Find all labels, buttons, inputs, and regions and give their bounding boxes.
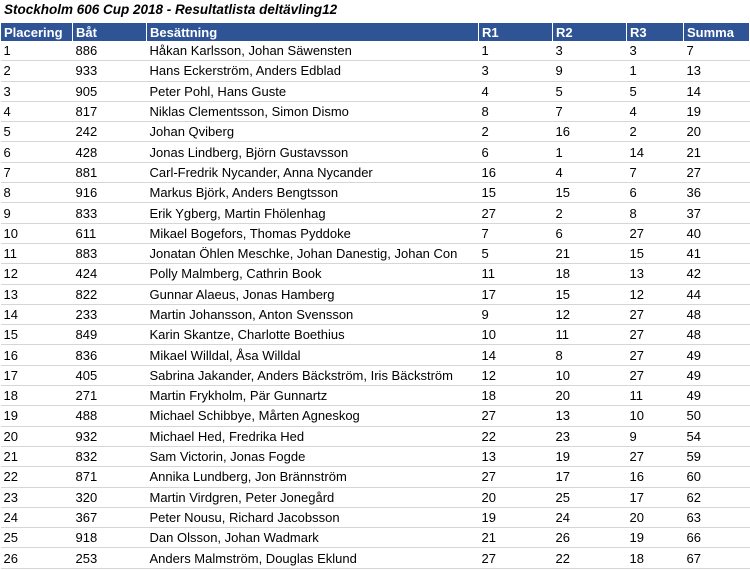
placering-cell: 11 bbox=[1, 243, 73, 263]
table-row bbox=[1, 304, 750, 324]
placering-cell: 23 bbox=[1, 487, 73, 507]
r1-cell: 2 bbox=[479, 122, 553, 142]
table-row bbox=[1, 41, 750, 61]
bat-cell: 933 bbox=[73, 61, 147, 81]
besattning-cell: Carl-Fredrik Nycander, Anna Nycander bbox=[147, 162, 479, 182]
r2-cell: 20 bbox=[553, 386, 627, 406]
r1-cell: 17 bbox=[479, 284, 553, 304]
r2-cell: 23 bbox=[553, 426, 627, 446]
table-row bbox=[1, 162, 750, 182]
bat-cell: 883 bbox=[73, 243, 147, 263]
placering-cell: 21 bbox=[1, 446, 73, 466]
r1-cell: 18 bbox=[479, 386, 553, 406]
table-row bbox=[1, 203, 750, 223]
placering-cell: 13 bbox=[1, 284, 73, 304]
r3-cell: 27 bbox=[627, 304, 684, 324]
placering-cell: 24 bbox=[1, 507, 73, 527]
r3-cell: 16 bbox=[627, 467, 684, 487]
results-body bbox=[1, 41, 750, 568]
r2-cell: 18 bbox=[553, 264, 627, 284]
r2-cell: 24 bbox=[553, 507, 627, 527]
table-row bbox=[1, 122, 750, 142]
placering-cell: 3 bbox=[1, 81, 73, 101]
besattning-cell: Karin Skantze, Charlotte Boethius bbox=[147, 325, 479, 345]
bat-cell: 405 bbox=[73, 365, 147, 385]
table-row bbox=[1, 507, 750, 527]
table-row bbox=[1, 284, 750, 304]
r3-cell: 9 bbox=[627, 426, 684, 446]
r3-cell: 20 bbox=[627, 507, 684, 527]
r1-cell: 7 bbox=[479, 223, 553, 243]
placering-cell: 20 bbox=[1, 426, 73, 446]
besattning-cell: Jonatan Öhlen Meschke, Johan Danestig, Johan Con bbox=[147, 243, 479, 263]
r1-cell: 21 bbox=[479, 528, 553, 548]
besattning-cell: Erik Ygberg, Martin Fhölenhag bbox=[147, 203, 479, 223]
summa-cell: 49 bbox=[684, 345, 750, 365]
summa-cell: 60 bbox=[684, 467, 750, 487]
r2-cell: 15 bbox=[553, 183, 627, 203]
placering-cell: 26 bbox=[1, 548, 73, 568]
r1-cell: 27 bbox=[479, 406, 553, 426]
summa-cell: 66 bbox=[684, 528, 750, 548]
r2-cell: 4 bbox=[553, 162, 627, 182]
besattning-cell: Anders Malmström, Douglas Eklund bbox=[147, 548, 479, 568]
summa-cell: 49 bbox=[684, 386, 750, 406]
placering-cell: 25 bbox=[1, 528, 73, 548]
placering-cell: 16 bbox=[1, 345, 73, 365]
placering-cell: 15 bbox=[1, 325, 73, 345]
bat-cell: 271 bbox=[73, 386, 147, 406]
summa-cell: 50 bbox=[684, 406, 750, 426]
table-row bbox=[1, 61, 750, 81]
summa-cell: 63 bbox=[684, 507, 750, 527]
besattning-cell: Markus Björk, Anders Bengtsson bbox=[147, 183, 479, 203]
r1-cell: 27 bbox=[479, 467, 553, 487]
bat-cell: 428 bbox=[73, 142, 147, 162]
summa-cell: 36 bbox=[684, 183, 750, 203]
r2-cell: 22 bbox=[553, 548, 627, 568]
table-row bbox=[1, 386, 750, 406]
r3-cell: 18 bbox=[627, 548, 684, 568]
r1-cell: 16 bbox=[479, 162, 553, 182]
r1-cell: 11 bbox=[479, 264, 553, 284]
besattning-cell: Hans Eckerström, Anders Edblad bbox=[147, 61, 479, 81]
r2-cell: 9 bbox=[553, 61, 627, 81]
r3-cell: 17 bbox=[627, 487, 684, 507]
r1-cell: 22 bbox=[479, 426, 553, 446]
table-row bbox=[1, 183, 750, 203]
r1-cell: 27 bbox=[479, 203, 553, 223]
r2-cell: 17 bbox=[553, 467, 627, 487]
r2-cell: 19 bbox=[553, 446, 627, 466]
page-title: Stockholm 606 Cup 2018 - Resultatlista deltävling12 bbox=[4, 2, 338, 17]
summa-cell: 59 bbox=[684, 446, 750, 466]
bat-cell: 253 bbox=[73, 548, 147, 568]
summa-cell: 44 bbox=[684, 284, 750, 304]
besattning-cell: Niklas Clementsson, Simon Dismo bbox=[147, 101, 479, 121]
summa-cell: 19 bbox=[684, 101, 750, 121]
r1-cell: 9 bbox=[479, 304, 553, 324]
r3-cell: 2 bbox=[627, 122, 684, 142]
r1-cell: 12 bbox=[479, 365, 553, 385]
r3-cell: 27 bbox=[627, 446, 684, 466]
table-row bbox=[1, 345, 750, 365]
summa-cell: 67 bbox=[684, 548, 750, 568]
column-header-r2: R2 bbox=[553, 23, 627, 42]
bat-cell: 832 bbox=[73, 446, 147, 466]
bat-cell: 871 bbox=[73, 467, 147, 487]
r2-cell: 26 bbox=[553, 528, 627, 548]
r2-cell: 15 bbox=[553, 284, 627, 304]
r2-cell: 2 bbox=[553, 203, 627, 223]
summa-cell: 21 bbox=[684, 142, 750, 162]
summa-cell: 7 bbox=[684, 41, 750, 61]
r2-cell: 10 bbox=[553, 365, 627, 385]
summa-cell: 54 bbox=[684, 426, 750, 446]
r3-cell: 27 bbox=[627, 345, 684, 365]
besattning-cell: Polly Malmberg, Cathrin Book bbox=[147, 264, 479, 284]
placering-cell: 7 bbox=[1, 162, 73, 182]
r3-cell: 7 bbox=[627, 162, 684, 182]
bat-cell: 932 bbox=[73, 426, 147, 446]
r2-cell: 25 bbox=[553, 487, 627, 507]
r2-cell: 3 bbox=[553, 41, 627, 61]
r1-cell: 13 bbox=[479, 446, 553, 466]
besattning-cell: Michael Hed, Fredrika Hed bbox=[147, 426, 479, 446]
table-row bbox=[1, 81, 750, 101]
r1-cell: 14 bbox=[479, 345, 553, 365]
placering-cell: 4 bbox=[1, 101, 73, 121]
table-row bbox=[1, 446, 750, 466]
table-row bbox=[1, 467, 750, 487]
placering-cell: 17 bbox=[1, 365, 73, 385]
besattning-cell: Michael Schibbye, Mårten Agneskog bbox=[147, 406, 479, 426]
besattning-cell: Peter Nousu, Richard Jacobsson bbox=[147, 507, 479, 527]
column-header-r1: R1 bbox=[479, 23, 553, 42]
r1-cell: 20 bbox=[479, 487, 553, 507]
summa-cell: 48 bbox=[684, 325, 750, 345]
r3-cell: 6 bbox=[627, 183, 684, 203]
r3-cell: 27 bbox=[627, 223, 684, 243]
besattning-cell: Sabrina Jakander, Anders Bäckström, Iris Bäckström bbox=[147, 365, 479, 385]
placering-cell: 9 bbox=[1, 203, 73, 223]
r2-cell: 16 bbox=[553, 122, 627, 142]
bat-cell: 833 bbox=[73, 203, 147, 223]
placering-cell: 18 bbox=[1, 386, 73, 406]
bat-cell: 488 bbox=[73, 406, 147, 426]
placering-cell: 19 bbox=[1, 406, 73, 426]
placering-cell: 10 bbox=[1, 223, 73, 243]
r3-cell: 10 bbox=[627, 406, 684, 426]
placering-cell: 22 bbox=[1, 467, 73, 487]
r3-cell: 19 bbox=[627, 528, 684, 548]
bat-cell: 611 bbox=[73, 223, 147, 243]
besattning-cell: Mikael Bogefors, Thomas Pyddoke bbox=[147, 223, 479, 243]
r2-cell: 13 bbox=[553, 406, 627, 426]
besattning-cell: Dan Olsson, Johan Wadmark bbox=[147, 528, 479, 548]
besattning-cell: Peter Pohl, Hans Guste bbox=[147, 81, 479, 101]
bat-cell: 849 bbox=[73, 325, 147, 345]
r1-cell: 15 bbox=[479, 183, 553, 203]
r2-cell: 21 bbox=[553, 243, 627, 263]
besattning-cell: Jonas Lindberg, Björn Gustavsson bbox=[147, 142, 479, 162]
header-row bbox=[1, 23, 750, 42]
r2-cell: 7 bbox=[553, 101, 627, 121]
r3-cell: 11 bbox=[627, 386, 684, 406]
bat-cell: 424 bbox=[73, 264, 147, 284]
table-row bbox=[1, 548, 750, 568]
table-row bbox=[1, 101, 750, 121]
r3-cell: 27 bbox=[627, 325, 684, 345]
summa-cell: 41 bbox=[684, 243, 750, 263]
summa-cell: 20 bbox=[684, 122, 750, 142]
r1-cell: 19 bbox=[479, 507, 553, 527]
r2-cell: 11 bbox=[553, 325, 627, 345]
besattning-cell: Sam Victorin, Jonas Fogde bbox=[147, 446, 479, 466]
besattning-cell: Mikael Willdal, Åsa Willdal bbox=[147, 345, 479, 365]
placering-cell: 1 bbox=[1, 41, 73, 61]
besattning-cell: Martin Frykholm, Pär Gunnartz bbox=[147, 386, 479, 406]
bat-cell: 881 bbox=[73, 162, 147, 182]
table-row bbox=[1, 223, 750, 243]
table-row bbox=[1, 487, 750, 507]
bat-cell: 905 bbox=[73, 81, 147, 101]
summa-cell: 37 bbox=[684, 203, 750, 223]
placering-cell: 2 bbox=[1, 61, 73, 81]
r3-cell: 15 bbox=[627, 243, 684, 263]
bat-cell: 367 bbox=[73, 507, 147, 527]
column-header-besattning: Besättning bbox=[147, 23, 479, 42]
placering-cell: 12 bbox=[1, 264, 73, 284]
summa-cell: 14 bbox=[684, 81, 750, 101]
table-row bbox=[1, 264, 750, 284]
results-table bbox=[0, 22, 750, 569]
r1-cell: 10 bbox=[479, 325, 553, 345]
column-header-placering: Placering bbox=[1, 23, 73, 42]
r3-cell: 5 bbox=[627, 81, 684, 101]
r2-cell: 6 bbox=[553, 223, 627, 243]
r3-cell: 12 bbox=[627, 284, 684, 304]
summa-cell: 62 bbox=[684, 487, 750, 507]
table-row bbox=[1, 243, 750, 263]
r1-cell: 6 bbox=[479, 142, 553, 162]
r3-cell: 27 bbox=[627, 365, 684, 385]
r2-cell: 12 bbox=[553, 304, 627, 324]
bat-cell: 918 bbox=[73, 528, 147, 548]
r1-cell: 27 bbox=[479, 548, 553, 568]
r2-cell: 5 bbox=[553, 81, 627, 101]
summa-cell: 40 bbox=[684, 223, 750, 243]
column-header-r3: R3 bbox=[627, 23, 684, 42]
r1-cell: 5 bbox=[479, 243, 553, 263]
r3-cell: 1 bbox=[627, 61, 684, 81]
summa-cell: 42 bbox=[684, 264, 750, 284]
r3-cell: 8 bbox=[627, 203, 684, 223]
bat-cell: 886 bbox=[73, 41, 147, 61]
bat-cell: 822 bbox=[73, 284, 147, 304]
table-row bbox=[1, 426, 750, 446]
bat-cell: 916 bbox=[73, 183, 147, 203]
table-row bbox=[1, 406, 750, 426]
placering-cell: 14 bbox=[1, 304, 73, 324]
table-row bbox=[1, 325, 750, 345]
summa-cell: 49 bbox=[684, 365, 750, 385]
besattning-cell: Johan Qviberg bbox=[147, 122, 479, 142]
r1-cell: 8 bbox=[479, 101, 553, 121]
table-row bbox=[1, 365, 750, 385]
bat-cell: 242 bbox=[73, 122, 147, 142]
r3-cell: 14 bbox=[627, 142, 684, 162]
besattning-cell: Håkan Karlsson, Johan Säwensten bbox=[147, 41, 479, 61]
column-header-summa: Summa bbox=[684, 23, 750, 42]
bat-cell: 817 bbox=[73, 101, 147, 121]
column-header-bat: Båt bbox=[73, 23, 147, 42]
besattning-cell: Martin Virdgren, Peter Jonegård bbox=[147, 487, 479, 507]
r3-cell: 3 bbox=[627, 41, 684, 61]
besattning-cell: Martin Johansson, Anton Svensson bbox=[147, 304, 479, 324]
r2-cell: 8 bbox=[553, 345, 627, 365]
table-row bbox=[1, 528, 750, 548]
placering-cell: 5 bbox=[1, 122, 73, 142]
r1-cell: 4 bbox=[479, 81, 553, 101]
bat-cell: 233 bbox=[73, 304, 147, 324]
besattning-cell: Gunnar Alaeus, Jonas Hamberg bbox=[147, 284, 479, 304]
r1-cell: 1 bbox=[479, 41, 553, 61]
bat-cell: 836 bbox=[73, 345, 147, 365]
r1-cell: 3 bbox=[479, 61, 553, 81]
besattning-cell: Annika Lundberg, Jon Brännström bbox=[147, 467, 479, 487]
r3-cell: 13 bbox=[627, 264, 684, 284]
summa-cell: 27 bbox=[684, 162, 750, 182]
bat-cell: 320 bbox=[73, 487, 147, 507]
r3-cell: 4 bbox=[627, 101, 684, 121]
summa-cell: 48 bbox=[684, 304, 750, 324]
table-row bbox=[1, 142, 750, 162]
r2-cell: 1 bbox=[553, 142, 627, 162]
placering-cell: 6 bbox=[1, 142, 73, 162]
placering-cell: 8 bbox=[1, 183, 73, 203]
summa-cell: 13 bbox=[684, 61, 750, 81]
